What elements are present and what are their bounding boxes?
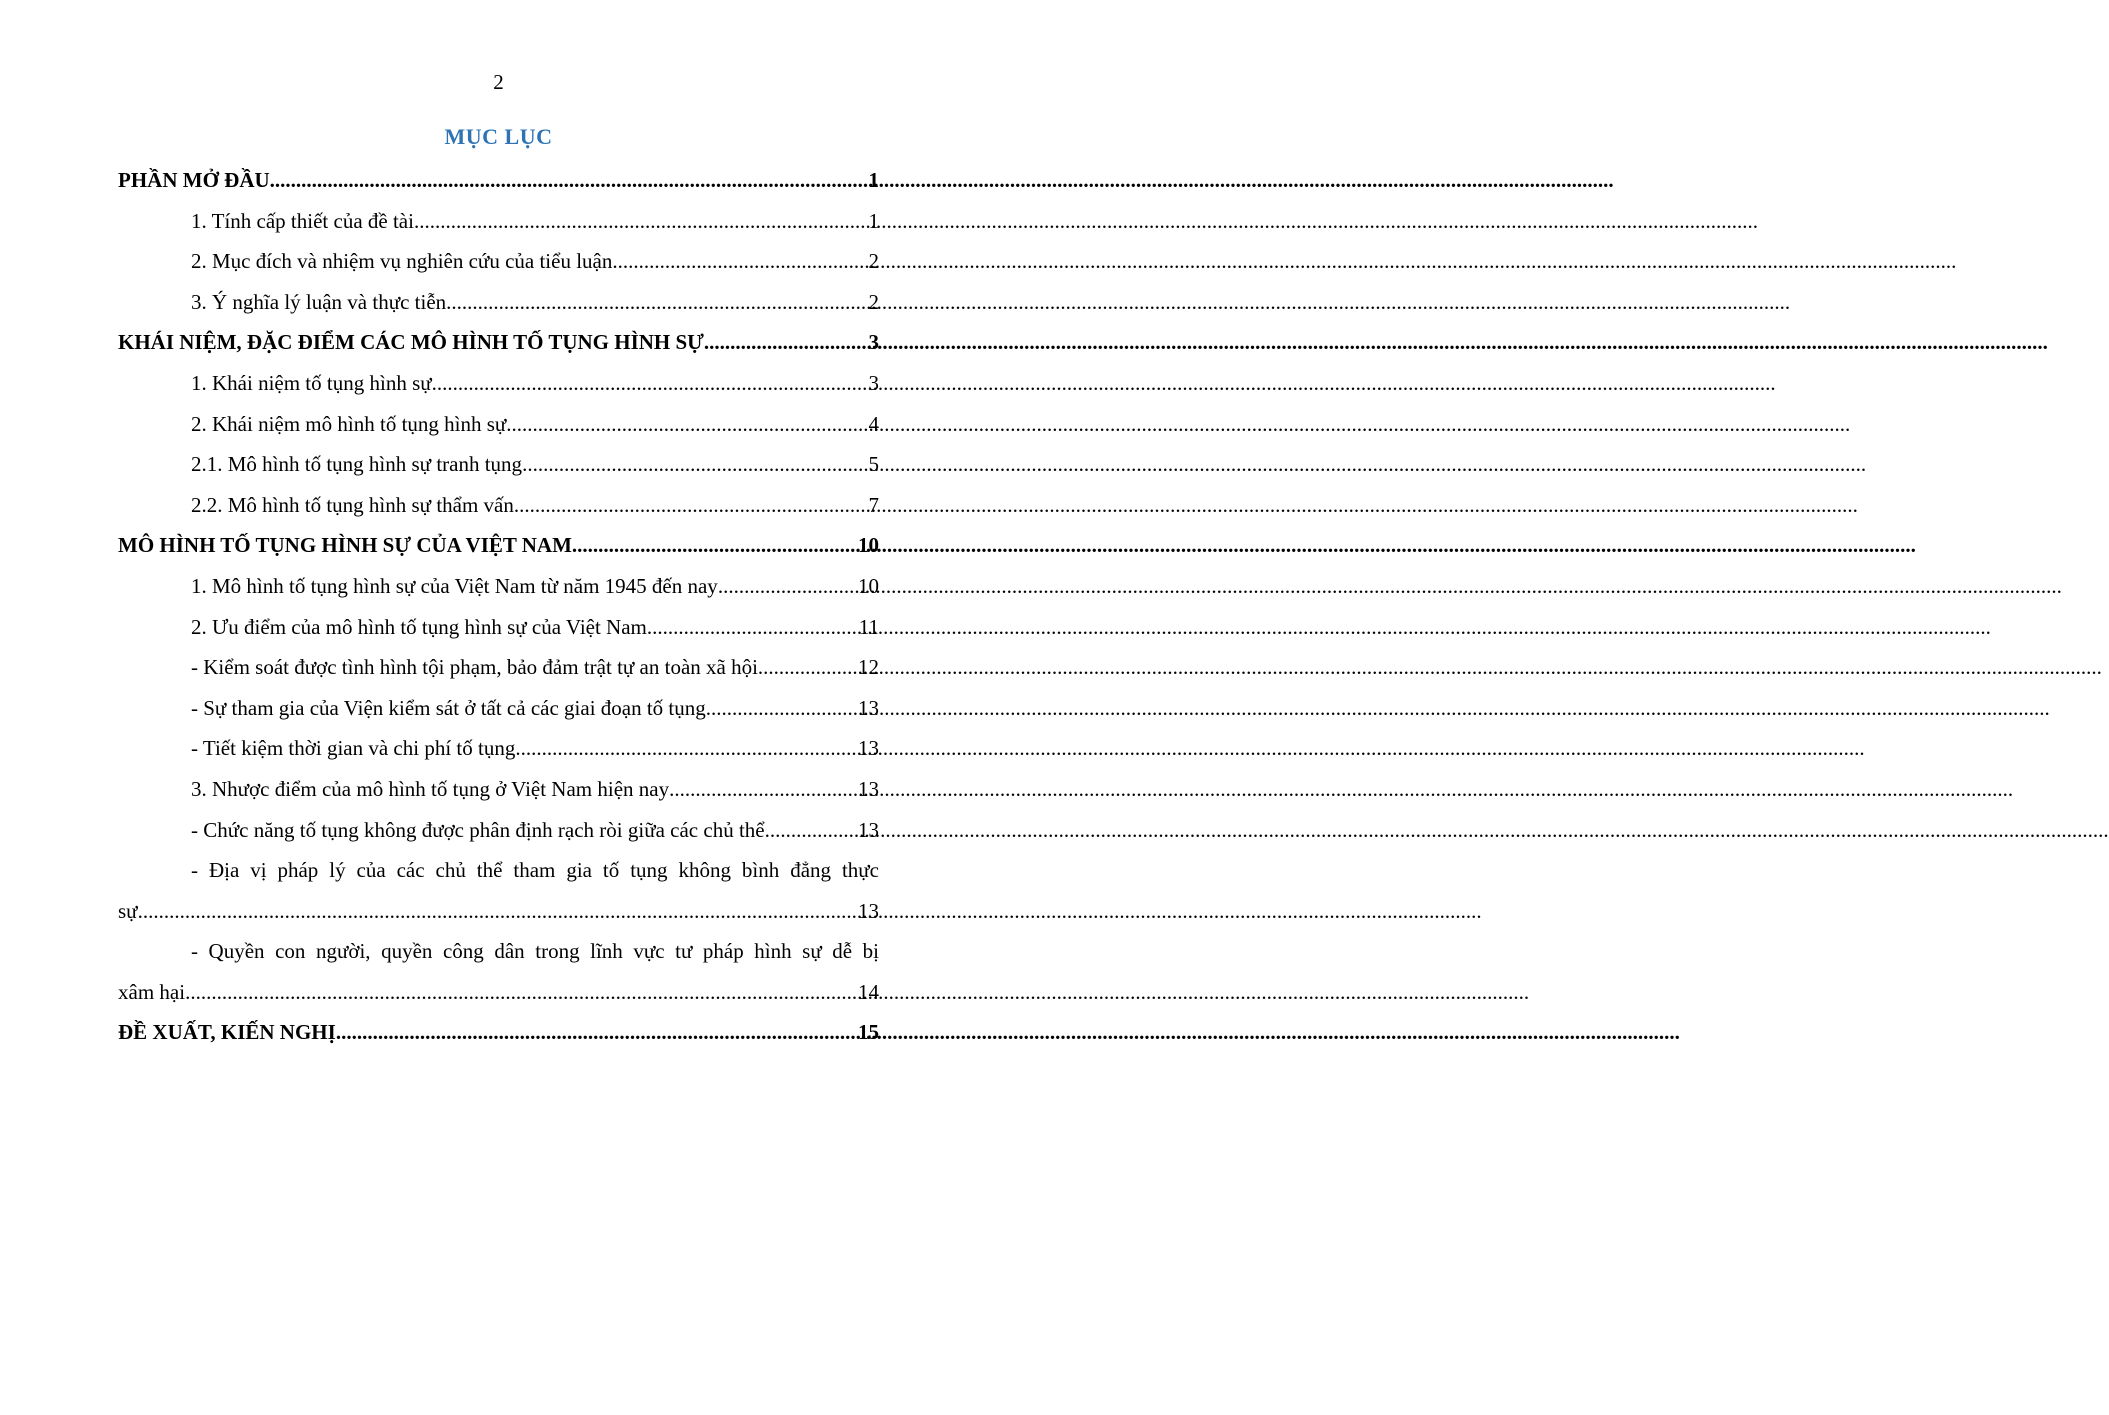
toc-leader-dots (765, 810, 858, 851)
toc-leader-dots (706, 688, 858, 729)
toc-entry-text-line1: - Địa vị pháp lý của các chủ thể tham gia tố tụng không bình đẳng thực (191, 858, 879, 883)
toc-entry-wrapped[interactable] (118, 850, 879, 931)
toc-entry[interactable] (118, 363, 879, 404)
toc-entry[interactable] (118, 810, 879, 851)
toc-entry-text: 3. Ý nghĩa lý luận và thực tiễn (191, 289, 447, 314)
toc-entry-text-line2: sự (118, 898, 138, 923)
toc-entry-text: PHẦN MỞ ĐẦU (118, 168, 270, 192)
toc-entry-page: 13 (858, 817, 879, 842)
toc-entry[interactable] (118, 485, 879, 526)
toc-entry-page: 3 (868, 370, 879, 395)
toc-entry-text: - Chức năng tố tụng không được phân định rạch ròi giữa các chủ thể (191, 817, 765, 842)
page-number: 2 (493, 70, 504, 94)
toc-entry-page: 13 (858, 898, 879, 923)
toc-entry-page: 7 (868, 492, 879, 517)
toc-entry[interactable] (118, 647, 879, 688)
toc-leader-dots (336, 1012, 858, 1053)
toc-entry-text: 2. Ưu điểm của mô hình tố tụng hình sự của Việt Nam (191, 614, 647, 639)
toc-entry-text: 1. Khái niệm tố tụng hình sự (191, 370, 432, 395)
toc-leader-dots (446, 282, 868, 323)
toc-entry-text: 2. Khái niệm mô hình tố tụng hình sự (191, 411, 507, 436)
toc-entry[interactable] (118, 282, 879, 323)
toc-leader-dots (414, 201, 869, 242)
toc-entry[interactable] (118, 160, 879, 201)
toc-leader-dots (718, 566, 858, 607)
toc-entry-page: 1 (868, 168, 879, 192)
toc-leader-dots (506, 404, 868, 445)
toc-entry-page: 11 (858, 614, 879, 639)
toc-entry-text: MÔ HÌNH TỐ TỤNG HÌNH SỰ CỦA VIỆT NAM (118, 533, 572, 558)
toc-entry-text: - Sự tham gia của Viện kiểm sát ở tất cả các giai đoạn tố tụng (191, 695, 706, 720)
toc-leader-dots (669, 769, 858, 810)
toc-leader-dots (758, 647, 858, 688)
toc-leader-dots (522, 444, 868, 485)
toc-leader-dots (521, 728, 858, 769)
toc-entry-page: 3 (868, 330, 879, 355)
toc-entry[interactable] (118, 201, 879, 242)
toc-entry-page: 10 (858, 533, 879, 558)
toc-entry-text: 1. Mô hình tố tụng hình sự của Việt Nam từ năm 1945 đến nay (191, 573, 718, 598)
toc-entry-page: 1 (868, 208, 879, 233)
toc-entry-wrapped[interactable] (118, 931, 879, 1012)
toc-entry[interactable] (118, 241, 879, 282)
toc-entry-text-line2: xâm hại (118, 979, 186, 1004)
toc-entry-text: 3. Nhược điểm của mô hình tố tụng ở Việt Nam hiện nay (191, 776, 670, 801)
toc-entry-page: 2 (868, 249, 879, 274)
toc-entry[interactable] (118, 769, 879, 810)
toc-leader-dots (514, 485, 869, 526)
toc-leader-dots (704, 322, 869, 363)
toc-entry[interactable] (118, 688, 879, 729)
toc-entry[interactable] (118, 444, 879, 485)
toc-entry-page: 14 (858, 979, 879, 1004)
toc-entry[interactable] (118, 404, 879, 445)
toc-entry-text: KHÁI NIỆM, ĐẶC ĐIỂM CÁC MÔ HÌNH TỐ TỤNG HÌNH SỰ (118, 330, 704, 355)
toc-leader-dots (138, 891, 858, 932)
toc-entry-page: 4 (868, 411, 879, 436)
toc-entry[interactable] (118, 566, 879, 607)
toc-entry-page: 13 (858, 736, 879, 761)
toc-entry[interactable] (118, 322, 879, 363)
toc-entry-text: - Kiểm soát được tình hình tội phạm, bảo đảm trật tự an toàn xã hội (191, 655, 758, 680)
toc-leader-dots (572, 525, 858, 566)
toc-entry-page: 5 (868, 452, 879, 477)
table-of-contents (118, 160, 879, 1053)
toc-entry-text: ĐỀ XUẤT, KIẾN NGHỊ (118, 1020, 336, 1045)
toc-leader-dots (612, 241, 868, 282)
toc-leader-dots (647, 607, 859, 648)
toc-entry-text: 1. Tính cấp thiết của đề tài (191, 208, 414, 233)
toc-entry-text: 2.1. Mô hình tố tụng hình sự tranh tụng (191, 452, 523, 477)
toc-entry[interactable] (118, 728, 879, 769)
toc-leader-dots (270, 160, 869, 201)
toc-entry[interactable] (118, 607, 879, 648)
toc-entry-text: 2. Mục đích và nhiệm vụ nghiên cứu của tiểu luận (191, 249, 613, 274)
toc-entry-text: 2.2. Mô hình tố tụng hình sự thẩm vấn (191, 492, 514, 517)
toc-entry-page: 13 (858, 776, 879, 801)
toc-title: MỤC LỤC (444, 124, 553, 149)
toc-leader-dots (432, 363, 869, 404)
toc-entry-text-line1: - Quyền con người, quyền công dân trong lĩnh vực tư pháp hình sự dễ bị (191, 939, 879, 964)
toc-entry[interactable] (118, 525, 879, 566)
toc-entry-page: 15 (858, 1020, 879, 1045)
toc-entry-text: - Tiết kiệm thời gian và chi phí tố tụng. (191, 736, 521, 761)
toc-leader-dots (185, 972, 858, 1013)
toc-entry-page: 13 (858, 695, 879, 720)
toc-entry-page: 12 (858, 655, 879, 680)
toc-entry[interactable] (118, 1012, 879, 1053)
toc-entry-page: 2 (868, 289, 879, 314)
toc-entry-page: 10 (858, 573, 879, 598)
